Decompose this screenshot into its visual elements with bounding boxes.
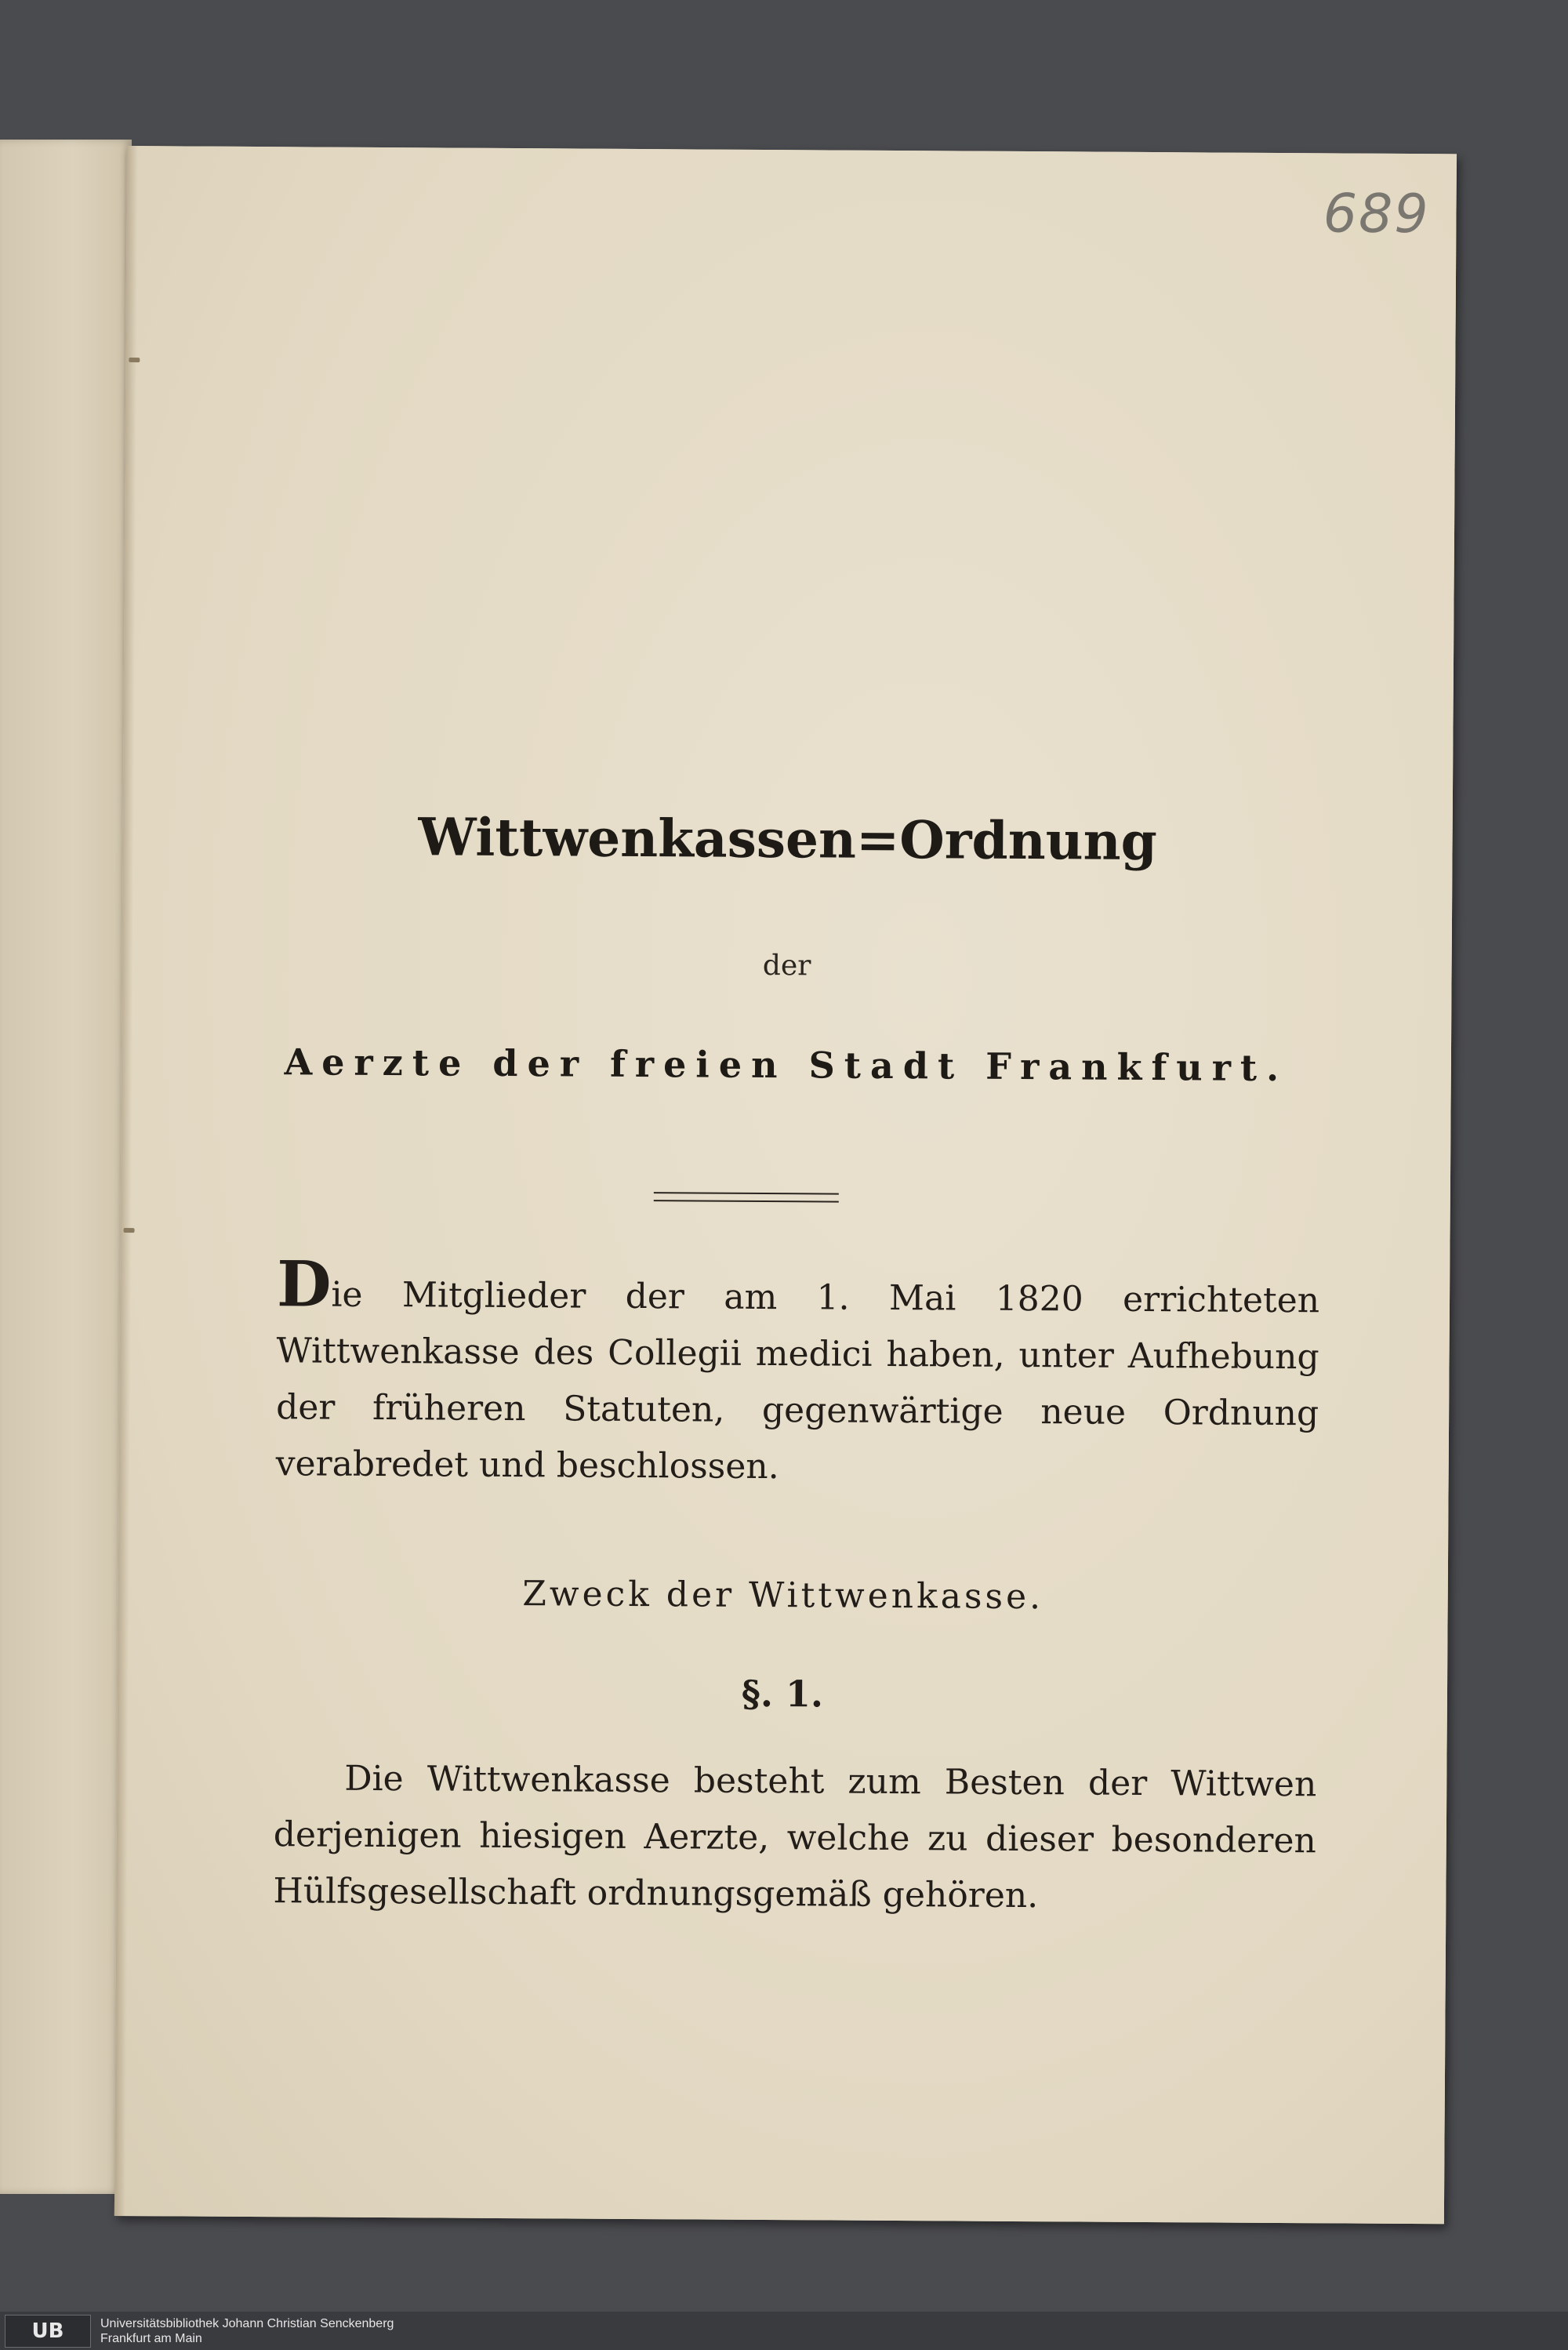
document-page [114, 146, 1457, 2224]
preamble-dropcap: D [276, 1247, 332, 1321]
document-subtitle: Aerzte der freien Stadt Frankfurt. [284, 1041, 1289, 1090]
library-logo: UB [5, 2315, 91, 2348]
library-credit [100, 2316, 394, 2346]
institution-name: Universitätsbibliothek Johann Christian Senckenberg [100, 2316, 394, 2330]
preamble-paragraph [275, 1247, 1320, 1498]
institution-city: Frankfurt am Main [100, 2331, 202, 2345]
section-paragraph: Die Wittwenkasse besteht zum Besten der Wittwen derjenigen hiesigen Aerzte, welche zu dieser besonderen Hülfsgesellschaft ordnungsgemäß gehören. [273, 1758, 1317, 1916]
library-footer-bar [0, 2312, 1568, 2350]
paragraph-number: §. 1. [741, 1672, 824, 1716]
section-heading: Zweck der Wittwenkasse. [522, 1574, 1044, 1618]
handwritten-page-number: 689 [1323, 183, 1430, 246]
binding-stitch [124, 1228, 135, 1233]
title-connector: der [762, 949, 811, 982]
left-page-edge [0, 140, 132, 2194]
document-title: Wittwenkassen=Ordnung [418, 806, 1158, 873]
preamble-text: ie Mitglieder der am 1. Mai 1820 errichteten Wittwenkasse des Collegii medici haben, unter Aufhebung der früheren Statuten, gegenwärtige neue Ordnung verabredet und beschlossen. [275, 1274, 1320, 1487]
binding-stitch [129, 358, 140, 362]
decorative-double-rule [654, 1192, 839, 1202]
